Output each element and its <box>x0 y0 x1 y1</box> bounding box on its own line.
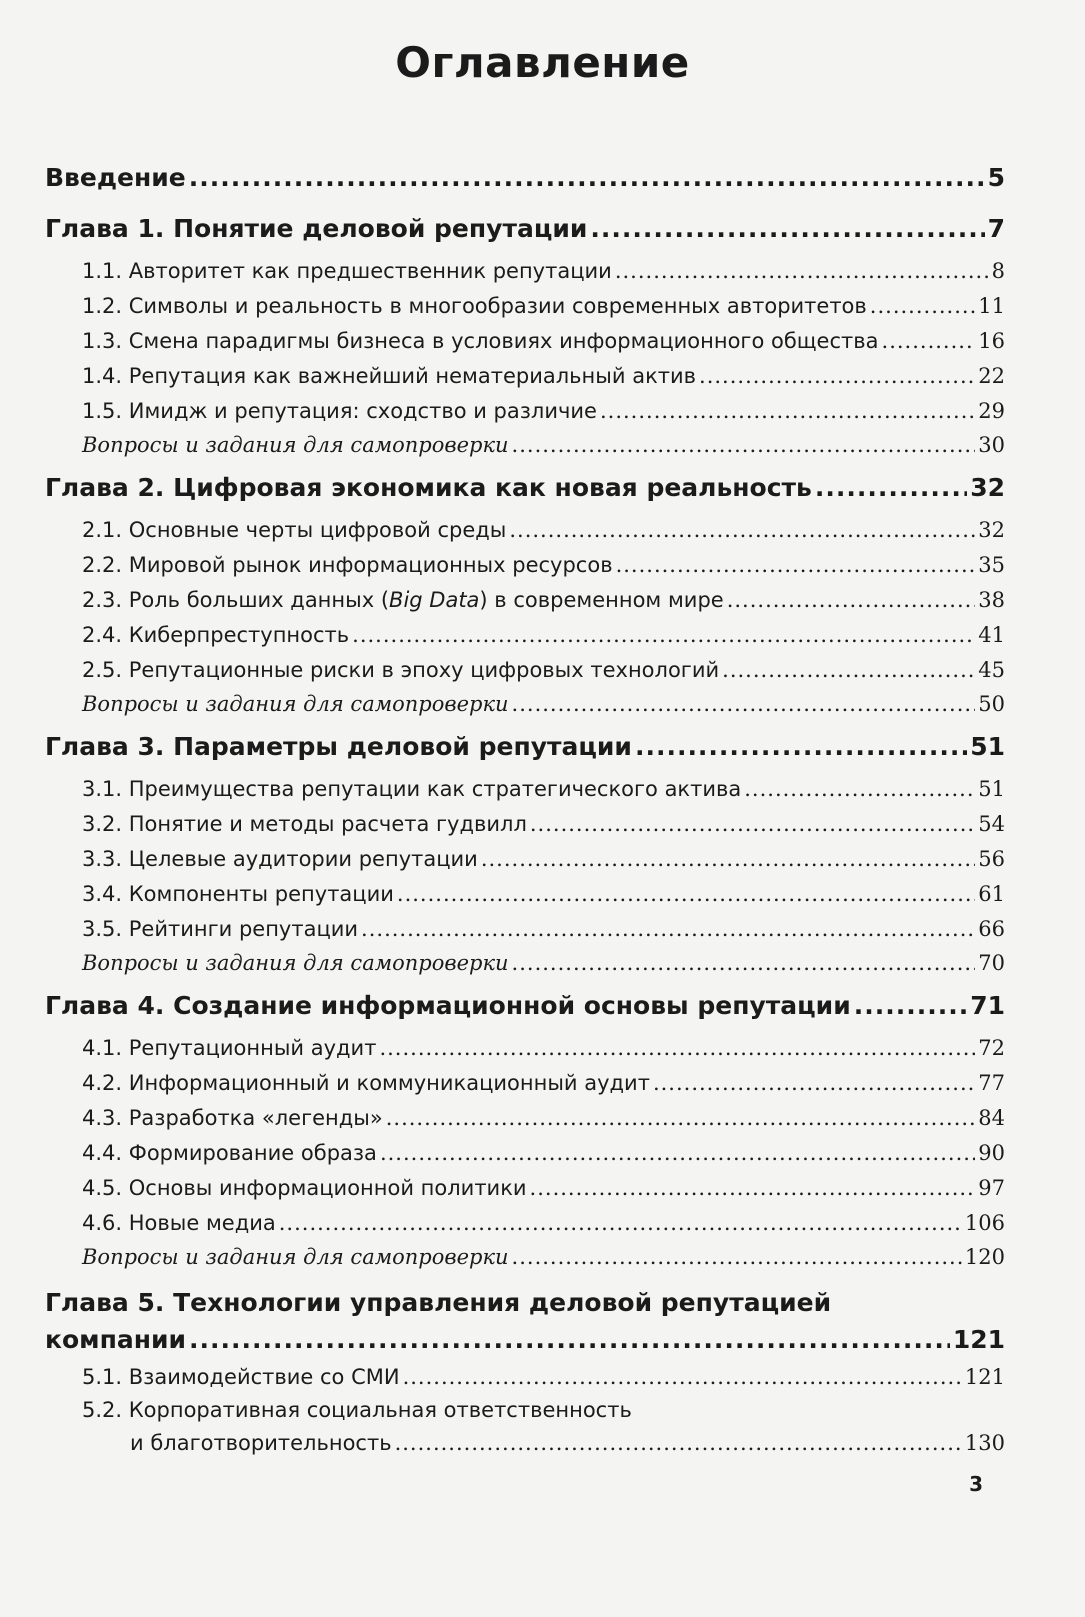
leader-dots <box>386 1101 976 1136</box>
toc-section-page: 121 <box>964 1365 1005 1389</box>
toc-section <box>45 653 1005 688</box>
toc-section-label: 2.4. Киберпреступность <box>82 623 350 647</box>
toc-section-page: 45 <box>978 658 1005 682</box>
toc-section-label: 3.1. Преимущества репутации как стратегического актива <box>82 777 742 801</box>
toc-section-page: 54 <box>978 812 1005 836</box>
leader-dots <box>727 583 976 618</box>
toc-section-page: 51 <box>978 777 1005 801</box>
toc-questions-label: Вопросы и задания для самопроверки <box>82 951 509 975</box>
toc-section-page: 16 <box>978 329 1005 353</box>
leader-dots <box>397 877 975 912</box>
toc-section-label: 4.3. Разработка «легенды» <box>82 1106 383 1130</box>
toc-section <box>45 912 1005 947</box>
toc-questions <box>45 688 1005 721</box>
toc-section-page: 8 <box>991 259 1005 283</box>
toc-section-label: 1.4. Репутация как важнейший нематериальный актив <box>82 364 697 388</box>
leader-dots <box>744 772 975 807</box>
leader-dots <box>815 462 967 513</box>
toc-section-page: 97 <box>978 1176 1005 1200</box>
toc-chapter-page: 51 <box>970 732 1005 761</box>
toc-chapter <box>45 721 1005 772</box>
toc-section <box>45 1136 1005 1171</box>
toc-section-page: 38 <box>978 588 1005 612</box>
toc-chapter-page: 7 <box>987 214 1005 243</box>
toc-section-label: 4.6. Новые медиа <box>82 1211 276 1235</box>
toc-intro-label: Введение <box>45 163 186 192</box>
toc-chapter <box>45 980 1005 1031</box>
toc-section <box>45 772 1005 807</box>
leader-dots <box>854 980 967 1031</box>
leader-dots <box>395 1426 962 1461</box>
toc-section-label: 5.1. Взаимодействие со СМИ <box>82 1365 400 1389</box>
toc-questions-label: Вопросы и задания для самопроверки <box>82 433 509 457</box>
toc-section-page: 66 <box>978 917 1005 941</box>
toc-questions <box>45 947 1005 980</box>
toc-section-label: 3.4. Компоненты репутации <box>82 882 394 906</box>
toc-section <box>45 877 1005 912</box>
leader-dots <box>352 618 975 653</box>
toc-section <box>45 359 1005 394</box>
toc-section-page: 56 <box>978 847 1005 871</box>
toc-chapter-label: Глава 2. Цифровая экономика как новая реальность <box>45 473 812 502</box>
toc-section <box>45 513 1005 548</box>
toc-questions <box>45 1241 1005 1274</box>
leader-dots <box>870 289 975 324</box>
toc-questions-label: Вопросы и задания для самопроверки <box>82 692 509 716</box>
leader-dots <box>512 947 976 980</box>
big-data-term: Big Data <box>389 588 480 612</box>
toc-section <box>45 324 1005 359</box>
page-title: Оглавление <box>395 38 690 87</box>
leader-dots <box>616 548 976 583</box>
toc-section-label: 1.2. Символы и реальность в многообразии современных авторитетов <box>82 294 867 318</box>
toc-section <box>45 842 1005 877</box>
leader-dots <box>379 1031 975 1066</box>
toc-section-page: 35 <box>978 553 1005 577</box>
toc-section-5-2 <box>45 1426 1005 1461</box>
toc-section-page: 11 <box>978 294 1005 318</box>
leader-dots <box>590 203 984 254</box>
toc-section-label: 1.5. Имидж и репутация: сходство и различие <box>82 399 597 423</box>
toc-section-page: 29 <box>978 399 1005 423</box>
leader-dots <box>530 1171 976 1206</box>
toc-section-label: 3.2. Понятие и методы расчета гудвилл <box>82 812 527 836</box>
toc-section-5-2-line1: 5.2. Корпоративная социальная ответственность <box>82 1398 632 1422</box>
toc-section <box>45 807 1005 842</box>
leader-dots <box>189 1320 950 1360</box>
leader-dots <box>530 807 975 842</box>
toc-section <box>45 548 1005 583</box>
toc-chapter-label: Глава 1. Понятие деловой репутации <box>45 214 588 243</box>
toc-questions-page: 50 <box>978 692 1005 716</box>
leader-dots <box>512 429 976 462</box>
leader-dots <box>699 359 975 394</box>
toc-section-label: 2.5. Репутационные риски в эпоху цифровых технологий <box>82 658 720 682</box>
toc-section-page: 106 <box>964 1211 1005 1235</box>
toc-section-page: 32 <box>978 518 1005 542</box>
toc-section-label: 4.1. Репутационный аудит <box>82 1036 377 1060</box>
toc-section <box>45 1171 1005 1206</box>
leader-dots <box>512 1241 962 1274</box>
toc-chapter5-line1: Глава 5. Технологии управления деловой репутацией <box>45 1288 832 1317</box>
toc-intro-page: 5 <box>987 163 1005 192</box>
leader-dots <box>481 842 975 877</box>
toc-questions-page: 120 <box>964 1245 1005 1269</box>
toc-chapter-label: Глава 3. Параметры деловой репутации <box>45 732 632 761</box>
leader-dots <box>380 1136 975 1171</box>
toc-section-label: 3.3. Целевые аудитории репутации <box>82 847 478 871</box>
toc-section-label: 2.1. Основные черты цифровой среды <box>82 518 507 542</box>
toc-section <box>45 583 1005 618</box>
toc-chapter-page: 71 <box>970 991 1005 1020</box>
toc-chapter5-label: компании <box>45 1325 187 1354</box>
toc-chapter <box>45 462 1005 513</box>
toc-section-page: 84 <box>978 1106 1005 1130</box>
toc-section-label: 1.1. Авторитет как предшественник репутации <box>82 259 612 283</box>
toc-questions <box>45 429 1005 462</box>
toc-questions-label: Вопросы и задания для самопроверки <box>82 1245 509 1269</box>
toc-section <box>45 394 1005 429</box>
toc-section-page: 77 <box>978 1071 1005 1095</box>
toc-section-page: 130 <box>964 1431 1005 1455</box>
leader-dots <box>615 254 989 289</box>
toc-section-page: 72 <box>978 1036 1005 1060</box>
toc-section-label: 1.3. Смена парадигмы бизнеса в условиях информационного общества <box>82 329 879 353</box>
leader-dots <box>189 152 985 203</box>
toc-section-page: 90 <box>978 1141 1005 1165</box>
toc-chapter-label: Глава 4. Создание информационной основы репутации <box>45 991 851 1020</box>
toc-section-page: 61 <box>978 882 1005 906</box>
leader-dots <box>361 912 975 947</box>
toc-intro <box>45 152 1005 203</box>
toc-section <box>45 289 1005 324</box>
toc-chapter-page: 32 <box>970 473 1005 502</box>
leader-dots <box>509 513 975 548</box>
toc-questions-page: 70 <box>978 951 1005 975</box>
toc-chapter5-page: 121 <box>952 1325 1005 1354</box>
toc-questions-page: 30 <box>978 433 1005 457</box>
leader-dots <box>635 721 967 772</box>
toc-section-label: 4.4. Формирование образа <box>82 1141 377 1165</box>
leader-dots <box>722 653 975 688</box>
toc-section <box>45 254 1005 289</box>
toc-section <box>45 1206 1005 1241</box>
toc-section <box>45 618 1005 653</box>
toc-chapter5 <box>45 1320 1005 1360</box>
toc-section <box>45 1066 1005 1101</box>
leader-dots <box>279 1206 962 1241</box>
toc-section-page: 22 <box>978 364 1005 388</box>
toc-section-label: 4.2. Информационный и коммуникационный аудит <box>82 1071 650 1095</box>
page-number: 3 <box>969 1472 983 1496</box>
leader-dots <box>403 1360 962 1395</box>
toc-section-label: 4.5. Основы информационной политики <box>82 1176 527 1200</box>
toc-section-label: 2.2. Мировой рынок информационных ресурсов <box>82 553 613 577</box>
toc-section-label: и благотворительность <box>130 1431 392 1455</box>
leader-dots <box>600 394 975 429</box>
leader-dots <box>653 1066 975 1101</box>
toc-section-label: 2.3. Роль больших данных (Big Data) в современном мире <box>82 588 724 612</box>
toc-section <box>45 1101 1005 1136</box>
toc-section-page: 41 <box>978 623 1005 647</box>
toc-section <box>45 1031 1005 1066</box>
table-of-contents <box>45 152 1005 1461</box>
leader-dots <box>512 688 976 721</box>
leader-dots <box>882 324 976 359</box>
toc-chapter <box>45 203 1005 254</box>
toc-chapters <box>45 203 1005 1274</box>
toc-section-label: 3.5. Рейтинги репутации <box>82 917 359 941</box>
toc-section <box>45 1360 1005 1395</box>
